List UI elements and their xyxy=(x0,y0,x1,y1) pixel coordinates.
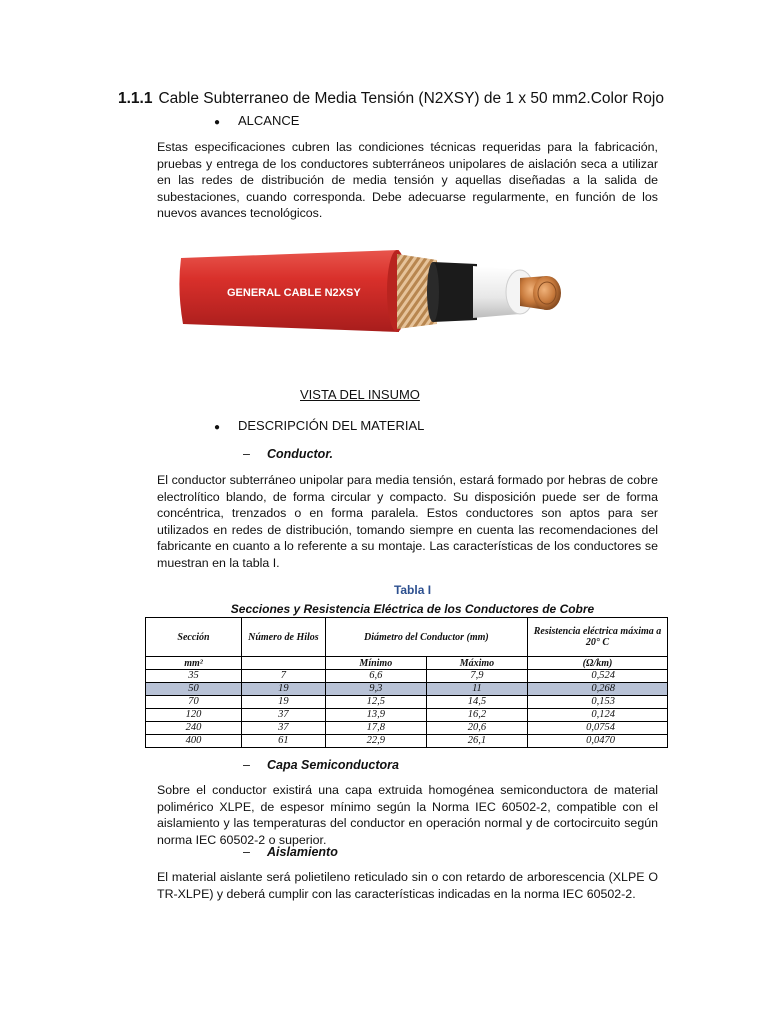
bullet-dot-icon: ● xyxy=(214,422,221,433)
bullet-descripcion xyxy=(214,418,424,433)
header-maximo: Máximo xyxy=(426,657,527,670)
vista-label: VISTA DEL INSUMO xyxy=(300,387,420,402)
cell-seccion: 35 xyxy=(146,670,242,683)
paragraph-conductor: El conductor subterráneo unipolar para media tensión, estará formado por hebras de cobre electrolítico blando, de forma circular y compacto. Su disposición puede ser de forma concéntrica, trenzados o en forma paralela. Estos conductores son aptos para ser utilizados en redes de distribución, tomando siempre en cuenta las recomendaciones del fabricante en cuanto a lo referente a su montaje. Las características de los conductores se muestran en la tabla I. xyxy=(157,473,658,570)
header-hilos: Número de Hilos xyxy=(242,618,326,657)
cell-max: 26,1 xyxy=(426,735,527,748)
table-subtitle: Secciones y Resistencia Eléctrica de los Conductores de Cobre xyxy=(230,602,595,616)
cell-res: 0,524 xyxy=(528,670,668,683)
paragraph-capa: Sobre el conductor existirá una capa extruida homogénea semiconductora de material polimérico XLPE, de espesor mínimo según la Norma IEC 60502-2, compatible con el aislamiento y las temperaturas del conductor en operación normal y de cortocircuito según norma IEC 60502-2 o superior. xyxy=(157,783,658,847)
conductor-table xyxy=(145,617,668,748)
cell-hilos: 19 xyxy=(242,683,326,696)
cell-hilos: 7 xyxy=(242,670,326,683)
cell-max: 16,2 xyxy=(426,709,527,722)
table-row xyxy=(146,709,668,722)
cell-min: 22,9 xyxy=(325,735,426,748)
cell-hilos: 19 xyxy=(242,696,326,709)
cell-seccion: 400 xyxy=(146,735,242,748)
header-unit-resistencia: (Ω/km) xyxy=(528,657,668,670)
cell-res: 0,124 xyxy=(528,709,668,722)
header-empty xyxy=(242,657,326,670)
header-unit-seccion: mm² xyxy=(146,657,242,670)
cell-res: 0,0470 xyxy=(528,735,668,748)
cable-semiconductor xyxy=(433,262,477,322)
bullet-alcance-label: ALCANCE xyxy=(238,113,300,128)
cell-min: 9,3 xyxy=(325,683,426,696)
bullet-dot-icon: ● xyxy=(214,117,221,128)
conductor-heading xyxy=(243,447,333,461)
header-minimo: Mínimo xyxy=(325,657,426,670)
cell-seccion: 120 xyxy=(146,709,242,722)
conductor-heading-label: Conductor. xyxy=(267,447,333,461)
header-resistencia: Resistencia eléctrica máxima a 20° C xyxy=(528,618,668,657)
cell-hilos: 37 xyxy=(242,722,326,735)
table-row xyxy=(146,696,668,709)
cell-min: 6,6 xyxy=(325,670,426,683)
table-row xyxy=(146,722,668,735)
cell-min: 17,8 xyxy=(325,722,426,735)
dash-icon: – xyxy=(243,845,250,859)
cell-max: 20,6 xyxy=(426,722,527,735)
cell-max: 7,9 xyxy=(426,670,527,683)
cell-res: 0,268 xyxy=(528,683,668,696)
cell-res: 0,153 xyxy=(528,696,668,709)
cell-min: 12,5 xyxy=(325,696,426,709)
cell-hilos: 61 xyxy=(242,735,326,748)
cell-seccion: 70 xyxy=(146,696,242,709)
aislamiento-heading xyxy=(243,845,338,859)
section-number: 1.1.1 xyxy=(118,90,153,107)
capa-heading-label: Capa Semiconductora xyxy=(267,758,399,772)
bullet-alcance xyxy=(214,113,299,128)
section-title: Cable Subterraneo de Media Tensión (N2XSY) de 1 x 50 mm2.Color Rojo xyxy=(158,90,664,107)
table-title: Tabla I xyxy=(393,583,432,597)
section-heading xyxy=(118,90,664,108)
table-row xyxy=(146,683,668,696)
aislamiento-heading-label: Aislamiento xyxy=(267,845,338,859)
paragraph-aislamiento: El material aislante será polietileno reticulado sin o con retardo de arborescencia (XLPE O TR-XLPE) y deberá cumplir con las características indicadas en la norma IEC 60502-2. xyxy=(157,870,658,901)
cell-seccion: 50 xyxy=(146,683,242,696)
cell-seccion: 240 xyxy=(146,722,242,735)
header-diametro: Diámetro del Conductor (mm) xyxy=(325,618,527,657)
cell-max: 14,5 xyxy=(426,696,527,709)
table-row xyxy=(146,670,668,683)
capa-heading xyxy=(243,758,399,772)
cell-min: 13,9 xyxy=(325,709,426,722)
cable-label: GENERAL CABLE N2XSY xyxy=(227,287,361,299)
paragraph-alcance: Estas especificaciones cubren las condiciones técnicas requeridas para la fabricación, pruebas y entrega de los conductores subterráneos unipolares de aislación seca a utilizar en las redes de distribución de media tensión y aquellas diseñadas a la salida de subestaciones, cuando corresponda. Debe adecuarse regularmente, en función de los nuevos avances tecnológicos. xyxy=(157,140,658,220)
header-seccion: Sección xyxy=(146,618,242,657)
bullet-descripcion-label: DESCRIPCIÓN DEL MATERIAL xyxy=(238,418,425,433)
cell-max: 11 xyxy=(426,683,527,696)
cell-res: 0,0754 xyxy=(528,722,668,735)
cable-image xyxy=(175,232,575,362)
dash-icon: – xyxy=(243,447,250,461)
cell-hilos: 37 xyxy=(242,709,326,722)
dash-icon: – xyxy=(243,758,250,772)
table-row xyxy=(146,735,668,748)
